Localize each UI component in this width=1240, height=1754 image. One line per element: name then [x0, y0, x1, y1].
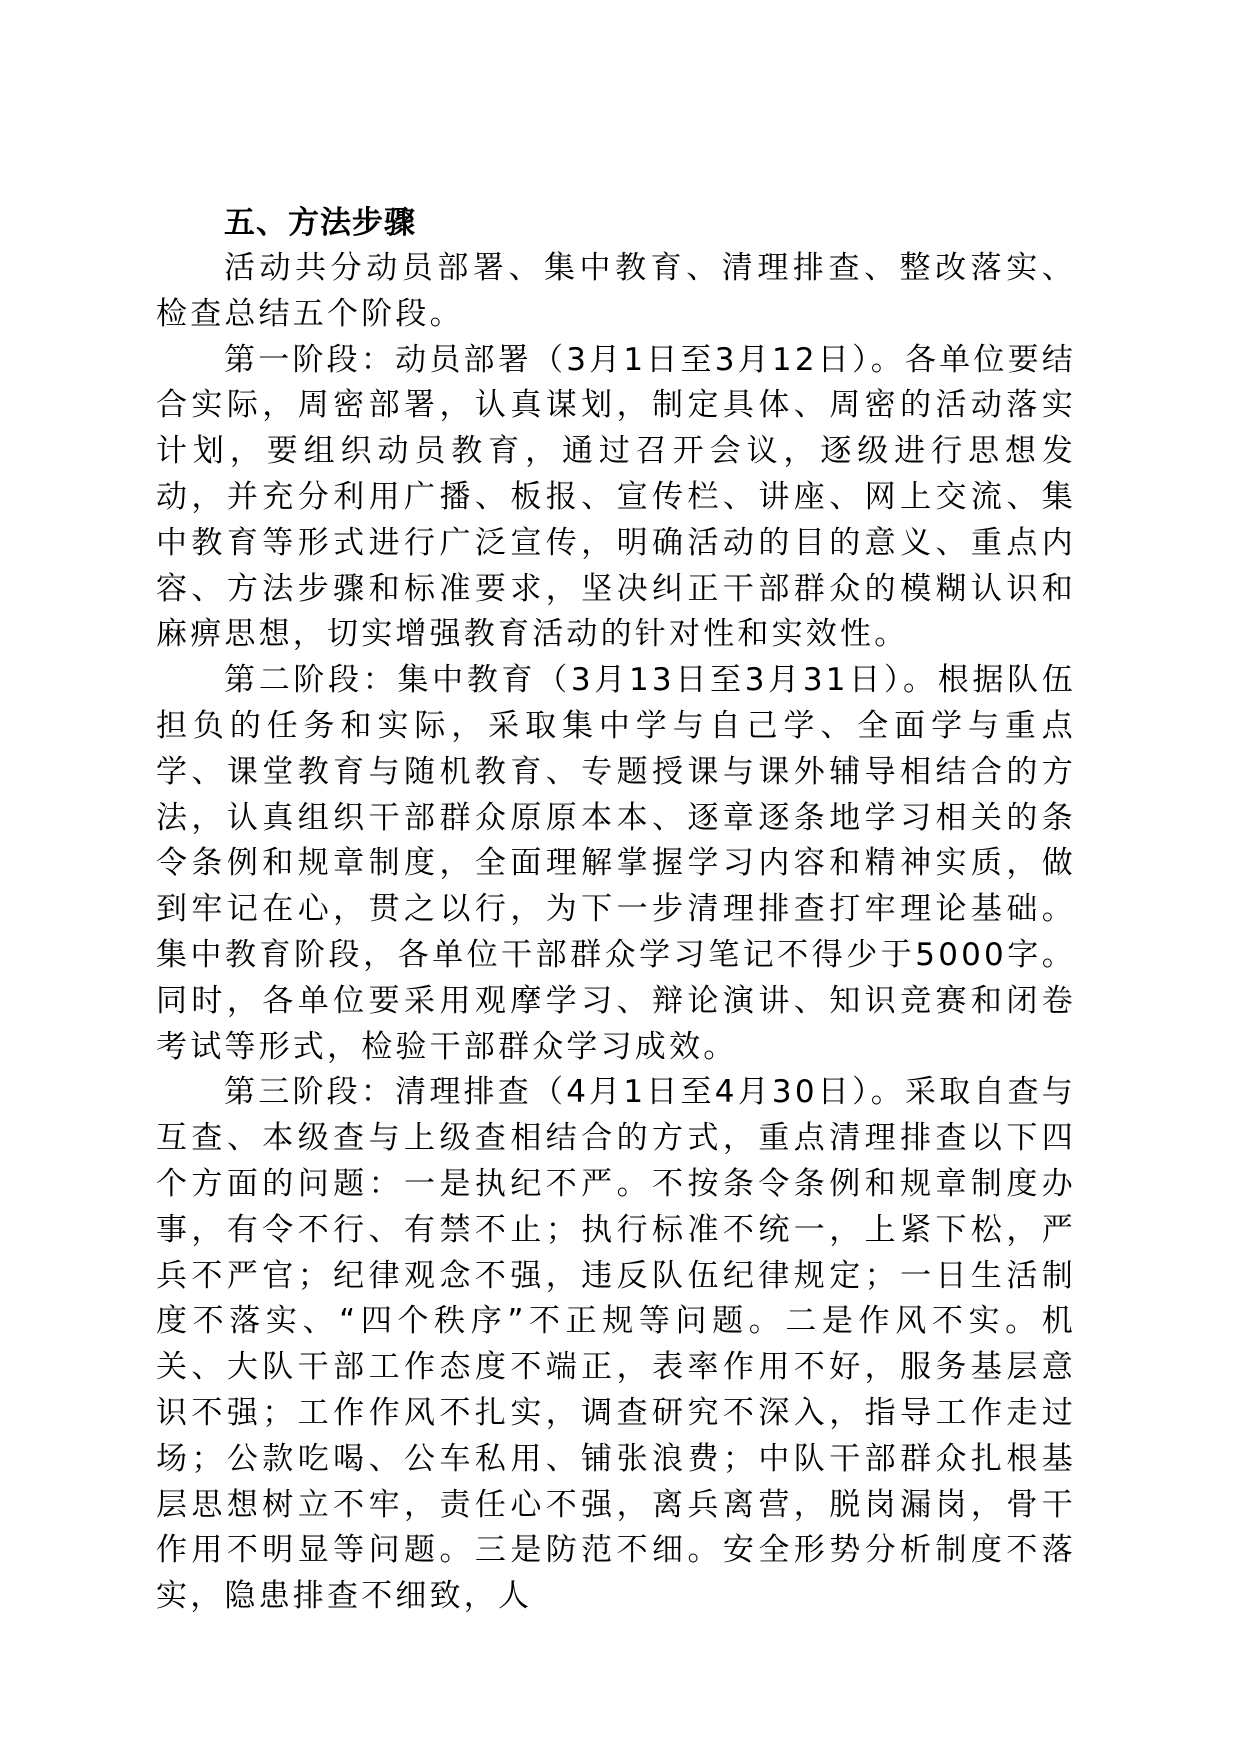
paragraph-stage-three: 第三阶段：清理排查（4月1日至4月30日）。采取自查与互查、本级查与上级查相结合的方式，重点清理排查以下四个方面的问题：一是执纪不严。不按条令条例和规章制度办事，有令不行、有禁不止；执行标准不统一，上紧下松，严兵不严官；纪律观念不强，违反队伍纪律规定；一日生活制度不落实、“四个秩序”不正规等问题。二是作风不实。机关、大队干部工作态度不端正，表率作用不好，服务基层意识不强；工作作风不扎实，调查研究不深入，指导工作走过场；公款吃喝、公车私用、铺张浪费；中队干部群众扎根基层思想树立不牢，责任心不强，离兵离营，脱岗漏岗，骨干作用不明显等问题。三是防范不细。安全形势分析制度不落实，隐患排查不细致，人 [156, 1074, 1076, 1615]
section-heading: 五、方法步骤 [224, 205, 416, 241]
paragraph-overview: 活动共分动员部署、集中教育、清理排查、整改落实、检查总结五个阶段。 [156, 250, 1076, 332]
paragraph-stage-two: 第二阶段：集中教育（3月13日至3月31日）。根据队伍担负的任务和实际，采取集中学与自己学、全面学与重点学、课堂教育与随机教育、专题授课与课外辅导相结合的方法，认真组织干部群众原原本本、逐章逐条地学习相关的条令条例和规章制度，全面理解掌握学习内容和精神实质，做到牢记在心，贯之以行，为下一步清理排查打牢理论基础。集中教育阶段，各单位干部群众学习笔记不得少于5000字。同时，各单位要采用观摩学习、辩论演讲、知识竞赛和闭卷考试等形式，检验干部群众学习成效。 [156, 662, 1076, 1065]
paragraph-stage-one: 第一阶段：动员部署（3月1日至3月12日）。各单位要结合实际，周密部署，认真谋划，制定具体、周密的活动落实计划，要组织动员教育，通过召开会议，逐级进行思想发动，并充分利用广播、板报、宣传栏、讲座、网上交流、集中教育等形式进行广泛宣传，明确活动的目的意义、重点内容、方法步骤和标准要求，坚决纠正干部群众的模糊认识和麻痹思想，切实增强教育活动的针对性和实效性。 [156, 341, 1076, 653]
document-body [156, 200, 1076, 1620]
